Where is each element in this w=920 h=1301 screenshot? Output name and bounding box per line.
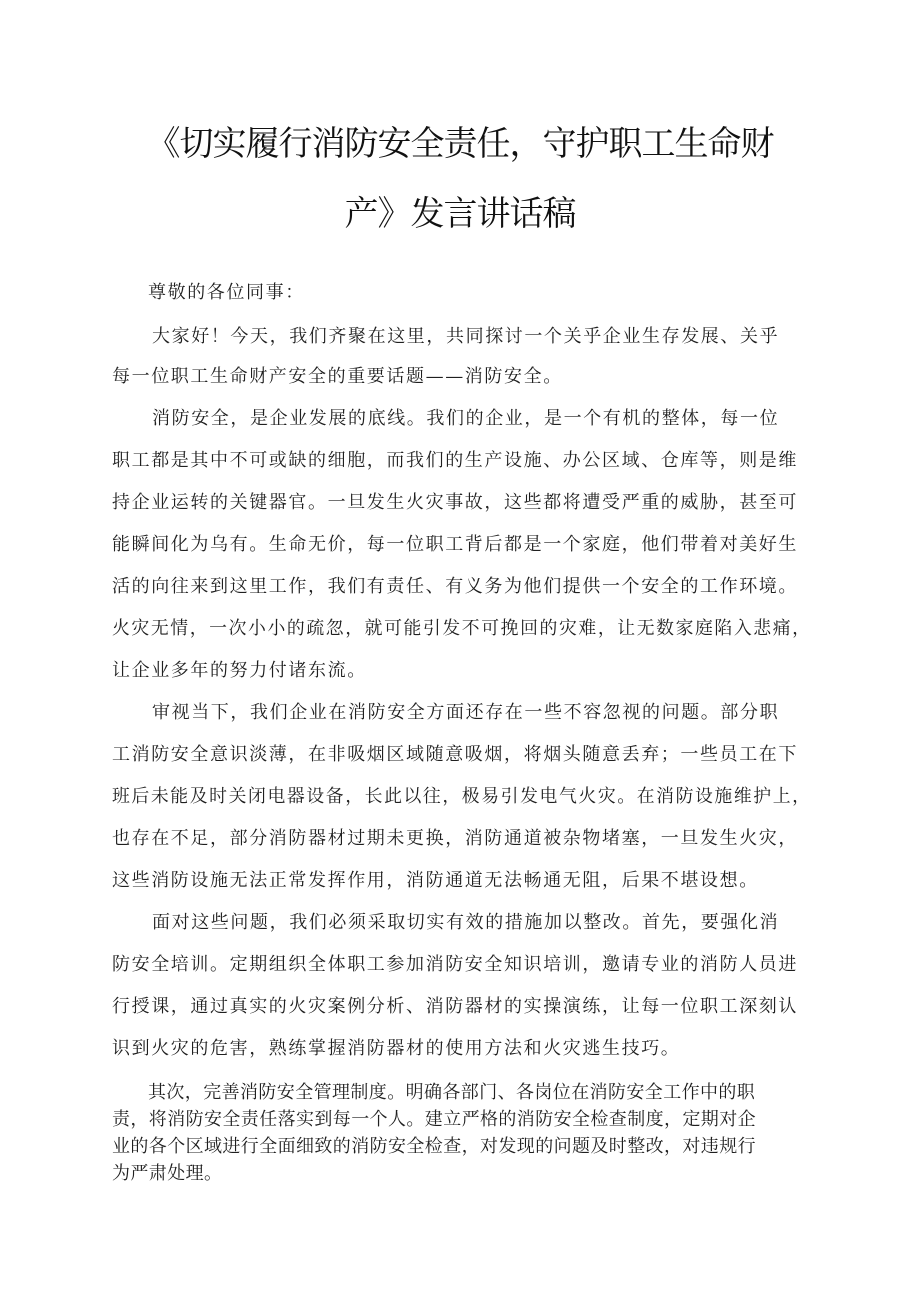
salutation: 尊敬的各位同事： — [148, 282, 305, 303]
paragraph-3-line: 这些消防设施无法正常发挥作用，消防通道无法畅通无阻，后果不堪设想。 — [112, 870, 759, 891]
paragraph-2-line: 消防安全，是企业发展的底线。我们的企业，是一个有机的整体，每一位 — [152, 408, 780, 429]
document-title-line-1: 《切实履行消防安全责任，守护职工生命财 — [146, 124, 774, 164]
paragraph-2-line: 活的向往来到这里工作，我们有责任、有义务为他们提供一个安全的工作环境。 — [112, 576, 798, 597]
paragraph-2-line: 火灾无情，一次小小的疏忽，就可能引发不可挽回的灾难，让无数家庭陷入悲痛， — [112, 618, 812, 639]
paragraph-5-line: 为严肃处理。 — [112, 1163, 223, 1184]
paragraph-3-line: 工消防安全意识淡薄，在非吸烟区域随意吸烟，将烟头随意丢弃；一些员工在下 — [112, 744, 798, 765]
paragraph-4-line: 行授课，通过真实的火灾案例分析、消防器材的实操演练，让每一位职工深刻认 — [112, 996, 798, 1017]
paragraph-2-line: 职工都是其中不可或缺的细胞，而我们的生产设施、办公区域、仓库等，则是维 — [112, 450, 798, 471]
paragraph-3-line: 也存在不足，部分消防器材过期未更换，消防通道被杂物堵塞，一旦发生火灾， — [112, 828, 798, 849]
paragraph-5-line: 其次，完善消防安全管理制度。明确各部门、各岗位在消防安全工作中的职 — [148, 1082, 756, 1103]
paragraph-4-line: 面对这些问题，我们必须采取切实有效的措施加以整改。首先，要强化消 — [152, 912, 780, 933]
paragraph-3-line: 审视当下，我们企业在消防安全方面还存在一些不容忽视的问题。部分职 — [152, 702, 780, 723]
paragraph-3-line: 班后未能及时关闭电器设备，长此以往，极易引发电气火灾。在消防设施维护上， — [112, 786, 812, 807]
paragraph-2-line: 让企业多年的努力付诸东流。 — [112, 660, 367, 681]
document-title-line-2: 产》发言讲话稿 — [344, 194, 576, 234]
paragraph-2-line: 持企业运转的关键器官。一旦发生火灾事故，这些都将遭受严重的威胁，甚至可 — [112, 492, 798, 513]
paragraph-4-line: 防安全培训。定期组织全体职工参加消防安全知识培训，邀请专业的消防人员进 — [112, 954, 798, 975]
paragraph-5-line: 责，将消防安全责任落实到每一个人。建立严格的消防安全检查制度，定期对企 — [112, 1109, 756, 1130]
paragraph-2-line: 能瞬间化为乌有。生命无价，每一位职工背后都是一个家庭，他们带着对美好生 — [112, 534, 798, 555]
paragraph-5-line: 业的各个区域进行全面细致的消防安全检查，对发现的问题及时整改，对违规行 — [112, 1136, 756, 1157]
paragraph-1-line: 每一位职工生命财产安全的重要话题——消防安全。 — [112, 366, 563, 387]
paragraph-1-line: 大家好！今天，我们齐聚在这里，共同探讨一个关乎企业生存发展、关乎 — [152, 326, 780, 347]
paragraph-4-line: 识到火灾的危害，熟练掌握消防器材的使用方法和火灾逃生技巧。 — [112, 1038, 681, 1059]
